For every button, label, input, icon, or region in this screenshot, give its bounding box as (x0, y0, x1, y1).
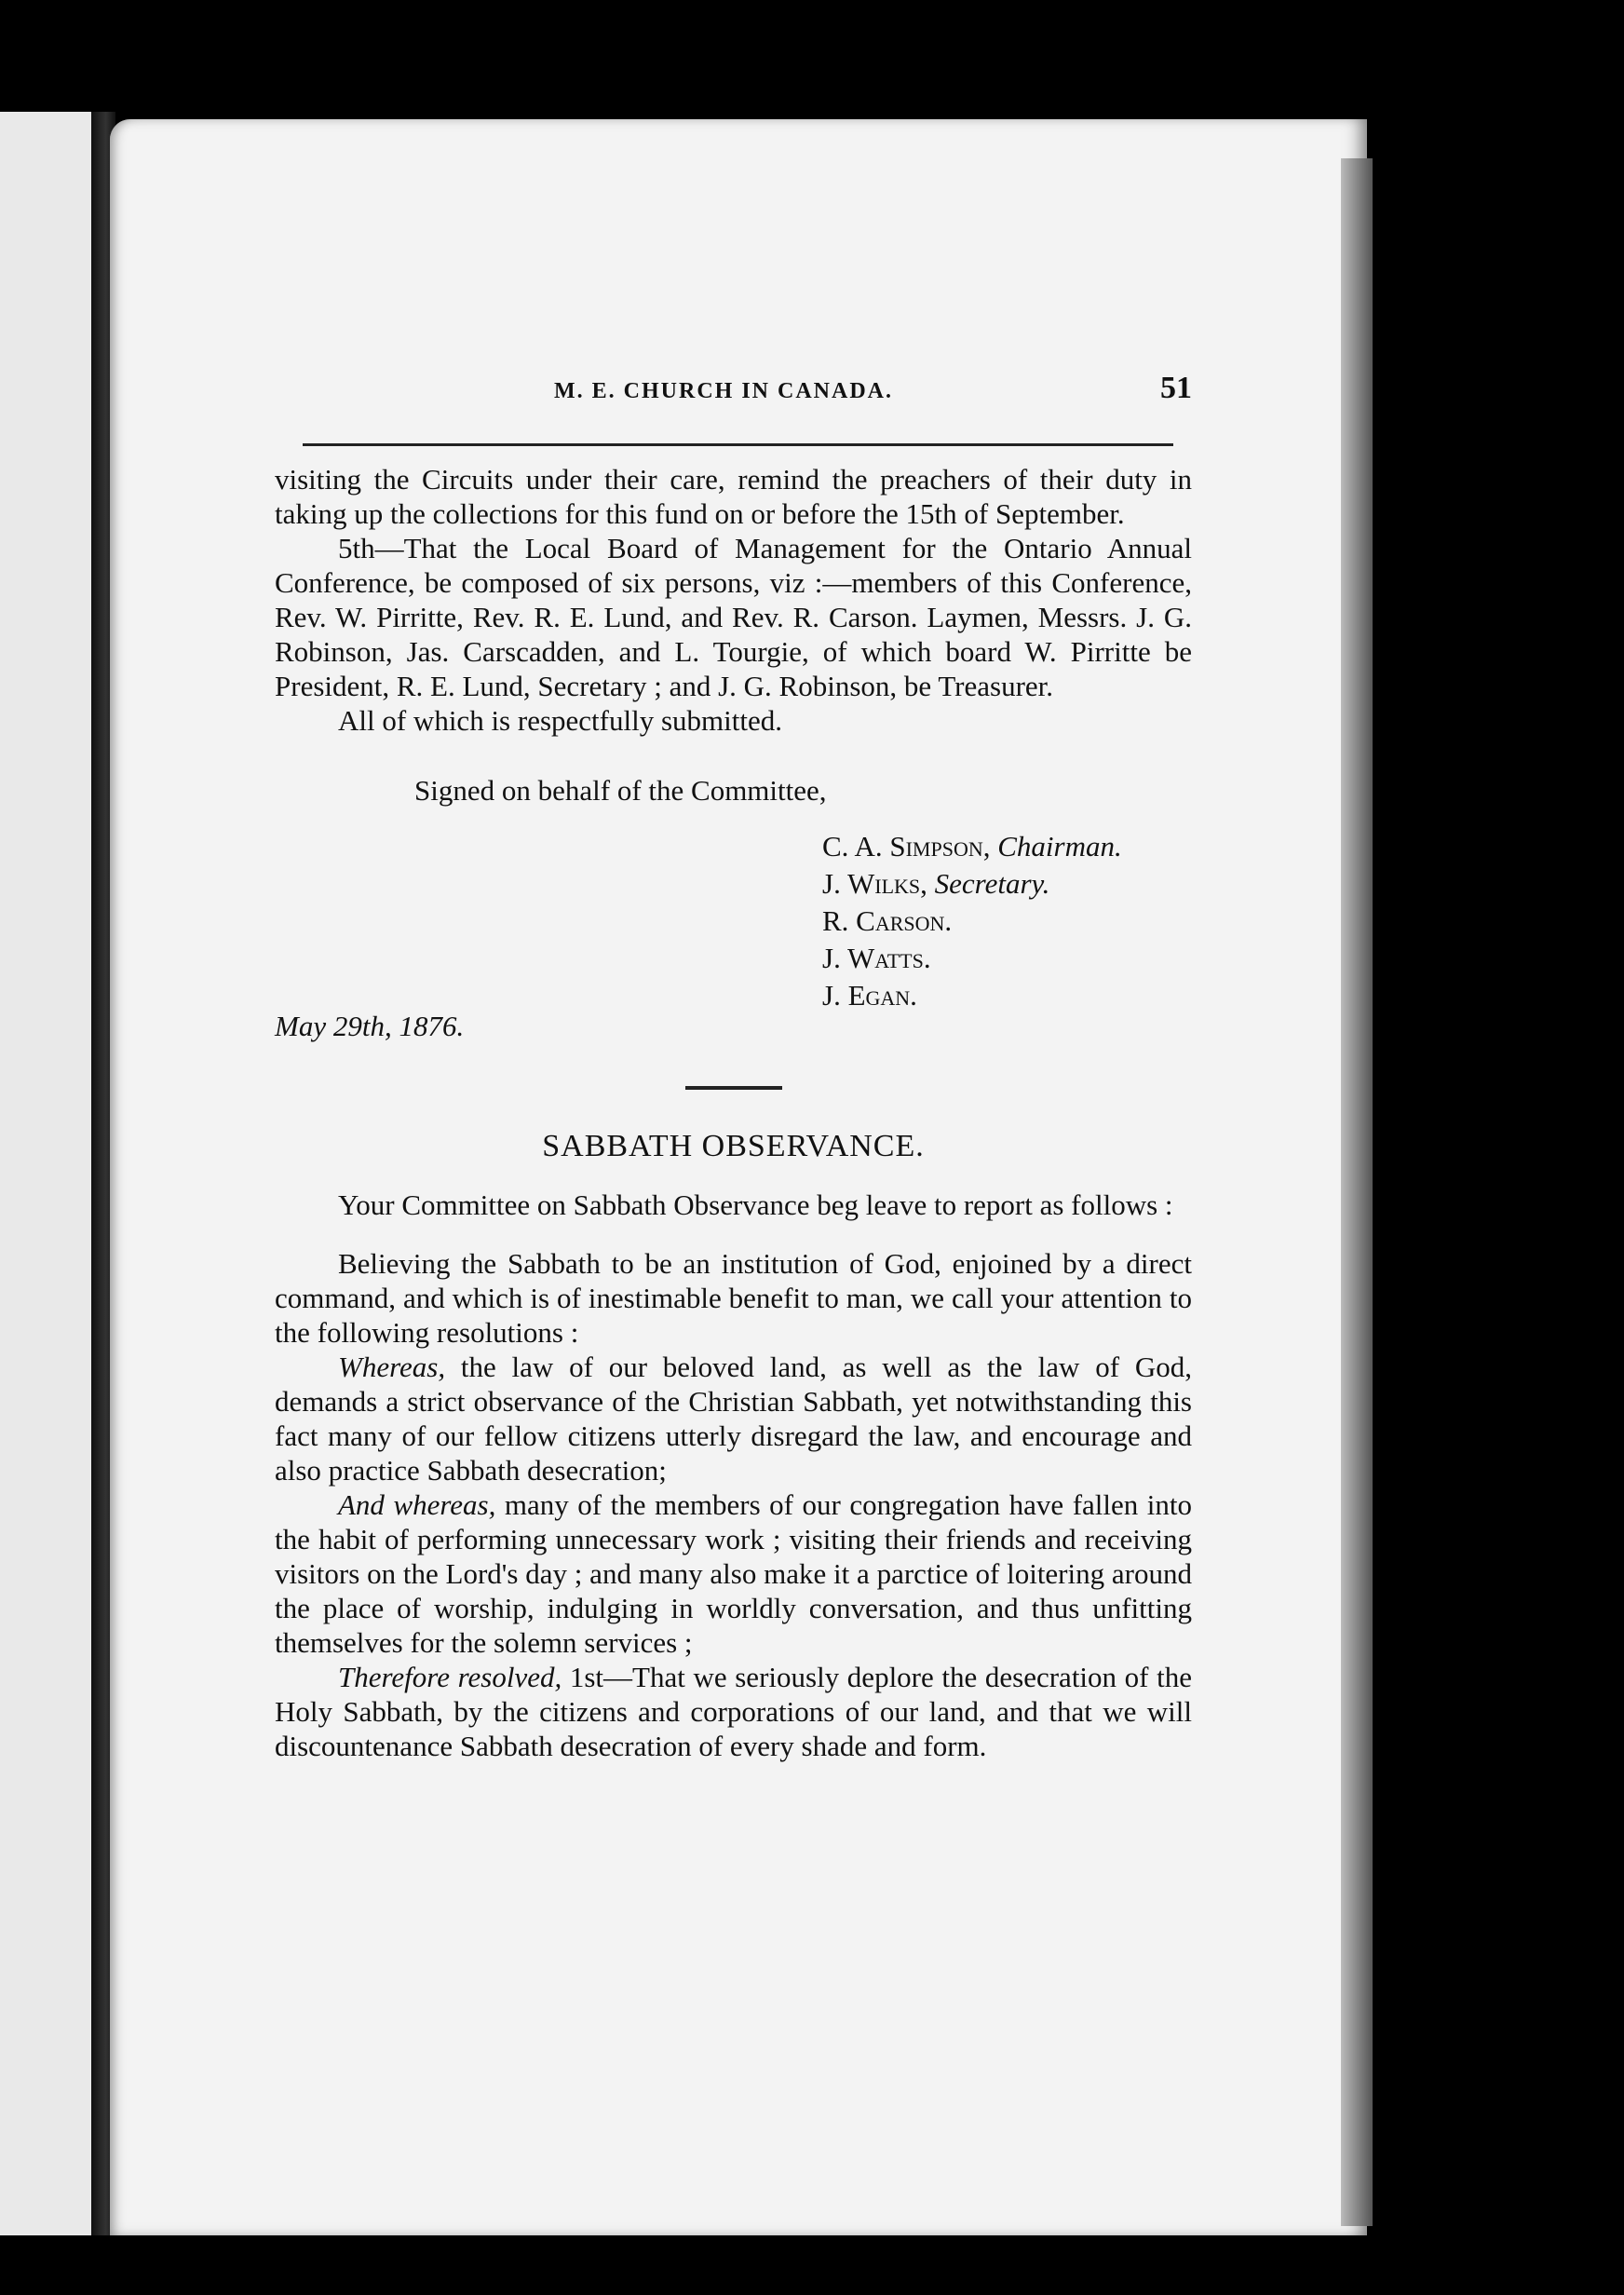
section-divider (685, 1086, 782, 1090)
signatory (822, 903, 1192, 940)
signatory-name: J. Egan. (822, 979, 917, 1012)
sabbath-paragraph-2 (275, 1350, 1192, 1487)
sabbath-paragraph-4 (275, 1660, 1192, 1763)
paragraph-submitted: All of which is respectfully submitted. (338, 704, 782, 737)
sabbath-paragraph-1: Believing the Sabbath to be an institution of God, enjoined by a direct command, and which is of inestimable benefit to man, we call your attention to the following resolutions : (275, 1247, 1192, 1349)
paragraph-text: the law of our beloved land, as well as the law of God, demands a strict observance of the Christian Sabbath, yet notwithstanding this fact many of our fellow citizens utterly disregard the law, and encourage and also practice Sabbath desecration; (275, 1351, 1192, 1487)
signed-line: Signed on behalf of the Committee, (414, 774, 827, 807)
signatory-role: Chairman. (997, 830, 1122, 862)
paragraph-text: 1st—That we seriously deplore the desecration of the Holy Sabbath, by the citizens and corporations of our land, and that we will discountenance Sabbath desecration of every shade and form. (275, 1661, 1192, 1762)
section-title: SABBATH OBSERVANCE. (542, 1129, 925, 1163)
page-edge-shadow (1341, 158, 1373, 2226)
running-title: M. E. CHURCH IN CANADA. (554, 379, 893, 403)
signatory-name: R. Carson. (822, 904, 953, 937)
lead-word: Therefore resolved, (338, 1661, 562, 1693)
signatory-name: C. A. Simpson, (822, 830, 991, 862)
signatory (822, 865, 1192, 903)
signatory (822, 940, 1192, 977)
signatory-name: J. Wilks, (822, 867, 927, 900)
report-date: May 29th, 1876. (275, 1010, 465, 1042)
lead-word: And whereas, (338, 1488, 496, 1521)
header-rule (303, 443, 1173, 446)
page-number: 51 (1160, 371, 1192, 405)
paragraph-continued: visiting the Circuits under their care, remind the preachers of their duty in taking up the collections for this fund on or before the 15th of September. (275, 463, 1192, 530)
paragraph-local-board: 5th—That the Local Board of Management for the Ontario Annual Conference, be composed of six persons, viz :—members of this Conference, Rev. W. Pirritte, Rev. R. E. Lund, and Rev. R. Carson. Laymen, Messrs. J. G. Robinson, Jas. Carscadden, and L. Tourgie, of which board W. Pirritte be President, R. E. Lund, Secretary ; and J. G. Robinson, be Treasurer. (275, 532, 1192, 702)
sabbath-paragraph-3 (275, 1487, 1192, 1660)
sabbath-intro: Your Committee on Sabbath Observance beg leave to report as follows : (338, 1188, 1173, 1221)
signatory (822, 828, 1192, 865)
paragraph-text: many of the members of our congregation have fallen into the habit of performing unnecessary work ; visiting their friends and receiving visitors on the Lord's day ; and many also make it a parctice of loitering around the place of worship, indulging in worldly conversation, and thus unfitting themselves for the solemn services ; (275, 1488, 1193, 1659)
body-text (275, 462, 1192, 1763)
lead-word: Whereas, (338, 1351, 446, 1383)
running-head (275, 354, 1192, 405)
signatory-role: Secretary. (934, 867, 1050, 900)
signatories-list (275, 828, 1192, 1014)
signatory-name: J. Watts. (822, 942, 931, 974)
